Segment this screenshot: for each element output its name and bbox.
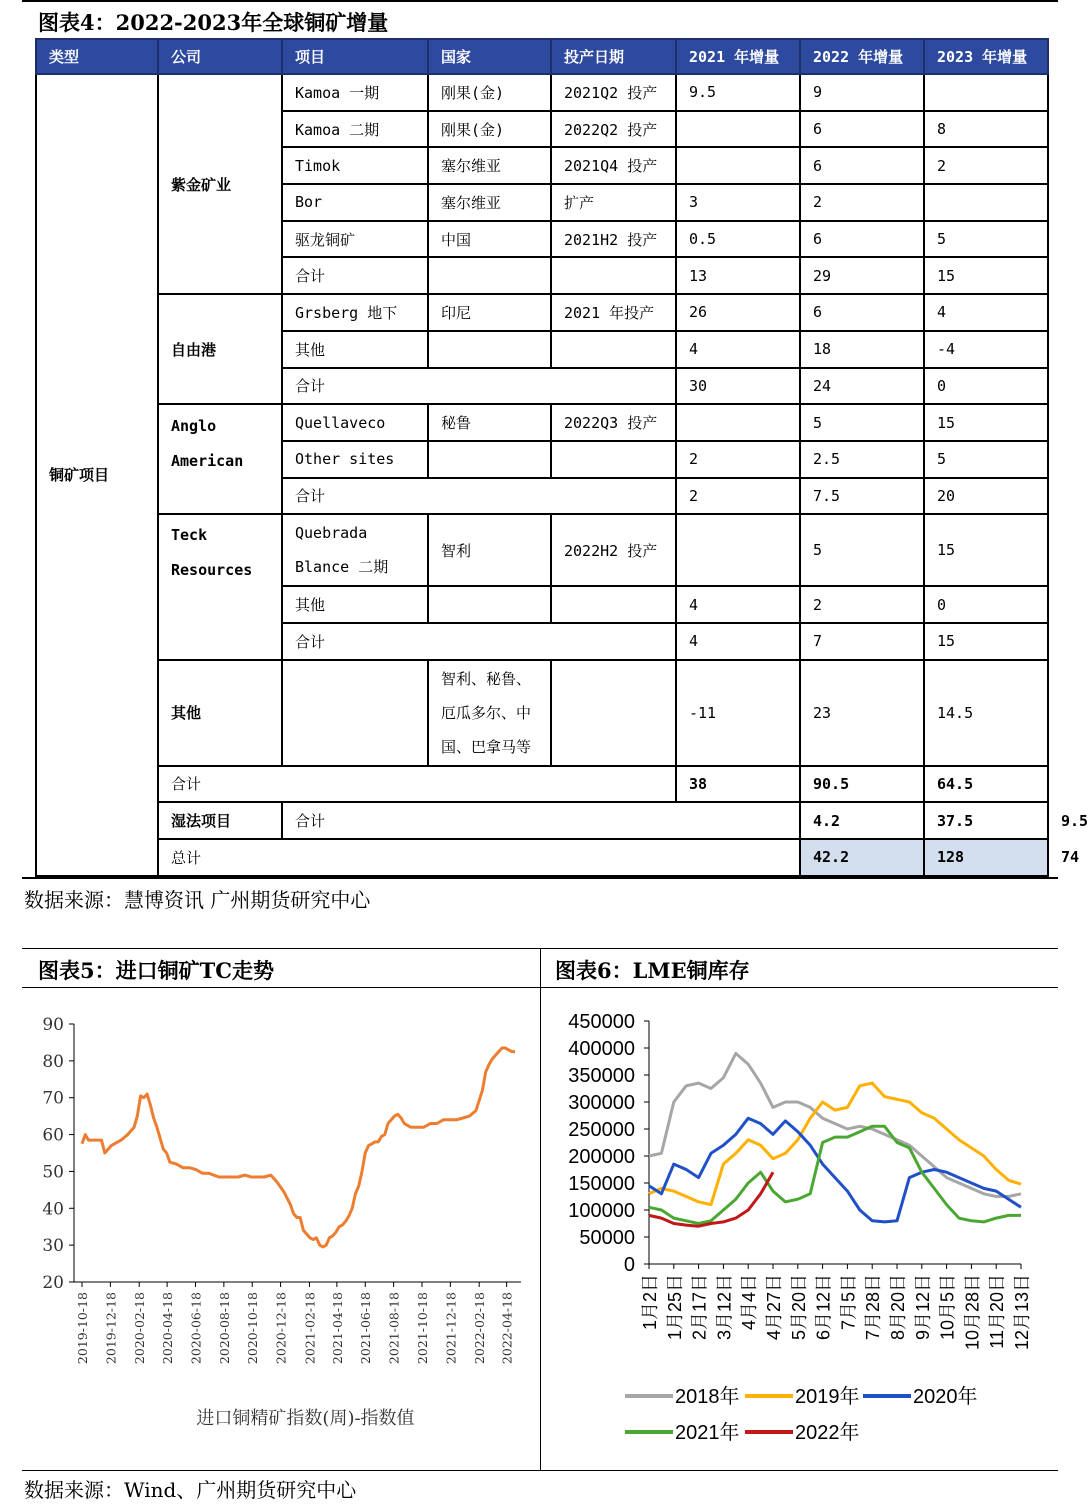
table-cell: [676, 404, 800, 441]
table-cell: 驱龙铜矿: [282, 221, 428, 258]
table-cell: [551, 660, 676, 766]
x-tick-label: 2021-04-18: [329, 1292, 345, 1365]
table-cell: [551, 331, 676, 368]
table-cell: [551, 441, 676, 478]
table-row: 湿法项目 合计 4.2 37.5 9.5: [36, 802, 1048, 839]
table-cell: Kamoa 一期: [282, 74, 428, 111]
company-teck-line1: Teck: [171, 526, 208, 545]
table-cell: 2022Q3 投产: [551, 404, 676, 441]
table-cell: 刚果(金): [428, 111, 551, 148]
table-cell: Bor: [282, 184, 428, 221]
company-cell: [158, 514, 282, 659]
table-cell: 2: [800, 586, 924, 623]
table-row: [36, 766, 1048, 803]
table-title: 图表4：2022-2023年全球铜矿增量: [38, 10, 389, 35]
y-tick-label: 100000: [568, 1200, 635, 1222]
table-cell: [676, 111, 800, 148]
inventory-series-line: [649, 1118, 1021, 1222]
y-tick-label: 300000: [568, 1092, 635, 1114]
x-tick-label: 12月13日: [1012, 1274, 1032, 1351]
table-cell: 2022Q2 投产: [551, 111, 676, 148]
company-cell: 其他: [158, 660, 282, 766]
table-cell: 2.5: [800, 441, 924, 478]
table-cell: 9.5: [676, 74, 800, 111]
table-cell: 29: [800, 257, 924, 294]
header-cell: 公司: [158, 39, 282, 74]
table-cell: 38: [676, 766, 800, 803]
table-cell: 15: [924, 623, 1048, 660]
y-tick-label: 350000: [568, 1065, 635, 1087]
table-cell: 15: [924, 257, 1048, 294]
y-tick-label: 450000: [568, 1011, 635, 1033]
charts-source: 数据来源：Wind、广州期货研究中心: [24, 1478, 357, 1502]
y-tick-label: 20: [42, 1273, 64, 1293]
x-tick-label: 2020-08-18: [216, 1292, 232, 1365]
table-cell: 7: [800, 623, 924, 660]
table-cell: 2021Q4 投产: [551, 147, 676, 184]
table-cell: Other sites: [282, 441, 428, 478]
x-tick-label: 2021-08-18: [386, 1292, 402, 1365]
x-tick-label: 11月20日: [987, 1274, 1008, 1349]
table-cell: [282, 514, 428, 586]
chart5-title: 图表5：进口铜矿TC走势: [38, 958, 274, 983]
y-tick-label: 30: [42, 1236, 64, 1257]
legend-label: 2020年: [913, 1386, 978, 1408]
type-cell: 湿法项目: [158, 802, 282, 839]
x-tick-label: 1月2日: [640, 1274, 660, 1331]
table-cell: 印尼: [428, 294, 551, 331]
y-tick-label: 90: [42, 1015, 64, 1035]
top-rule: [22, 0, 1058, 2]
table-cell: 90.5: [800, 766, 924, 803]
table-header-row: [36, 39, 1048, 74]
y-tick-label: 250000: [568, 1119, 635, 1141]
table-cell: 20: [924, 478, 1048, 515]
table-cell: [924, 184, 1048, 221]
country-line2: 厄瓜多尔、中: [441, 703, 532, 722]
company-cell: 自由港: [158, 294, 282, 404]
tc-trend-chart: [22, 992, 537, 1467]
charts-bottom-rule: [22, 1470, 1058, 1471]
table-row: [36, 660, 1048, 766]
series-label: 进口铜精矿指数(周)-指数值: [196, 1408, 415, 1429]
x-tick-label: 2020-10-18: [245, 1292, 261, 1365]
inventory-series-line: [649, 1126, 1021, 1223]
table-cell: 15: [924, 514, 1048, 586]
table-source: 数据来源：慧博资讯 广州期货研究中心: [24, 888, 371, 912]
table-cell: 总计: [158, 839, 800, 876]
table-row: [36, 514, 1048, 586]
x-tick-label: 2022-04-18: [499, 1292, 515, 1365]
header-cell: 项目: [282, 39, 428, 74]
table-cell: 4: [676, 586, 800, 623]
table-cell: 6: [800, 111, 924, 148]
y-tick-label: 50000: [579, 1227, 635, 1249]
table-cell: 中国: [428, 221, 551, 258]
table-cell: 0: [924, 368, 1048, 405]
country-line1: 智利、秘鲁、: [441, 669, 532, 688]
x-tick-label: 9月12日: [912, 1274, 933, 1341]
table-bottom-rule: [22, 877, 1058, 879]
table-cell: 合计: [282, 802, 800, 839]
project-line2: Blance 二期: [295, 558, 389, 577]
table-cell: 刚果(金): [428, 74, 551, 111]
table-cell: 5: [800, 404, 924, 441]
legend-label: 2018年: [675, 1386, 740, 1408]
table-cell: -11: [676, 660, 800, 766]
x-tick-label: 7月5日: [838, 1274, 859, 1331]
company-cell: 紫金矿业: [158, 74, 282, 294]
x-tick-label: 7月28日: [863, 1274, 884, 1341]
x-tick-label: 6月12日: [813, 1274, 834, 1341]
table-cell: 24: [800, 368, 924, 405]
copper-increment-table: [35, 38, 1088, 877]
table-cell: 14.5: [924, 660, 1048, 766]
table-cell: 8: [924, 111, 1048, 148]
x-tick-label: 4月27日: [764, 1274, 784, 1341]
country-line3: 国、巴拿马等: [441, 737, 532, 756]
x-tick-label: 2021-02-18: [302, 1292, 318, 1365]
x-tick-label: 5月20日: [788, 1274, 809, 1341]
table-cell: 30: [676, 368, 800, 405]
table-cell: 15: [924, 404, 1048, 441]
charts-divider: [540, 948, 541, 1470]
table-cell: 其他: [282, 586, 428, 623]
table-cell: [551, 586, 676, 623]
table-cell: 5: [800, 514, 924, 586]
table-cell: 0: [924, 586, 1048, 623]
x-tick-label: 2021-10-18: [414, 1292, 430, 1365]
table-cell: 其他: [282, 331, 428, 368]
table-cell: 5: [924, 441, 1048, 478]
table-cell: 2022H2 投产: [551, 514, 676, 586]
table-cell: 合计: [282, 623, 676, 660]
x-tick-label: 2020-02-18: [132, 1292, 148, 1365]
x-tick-label: 2022-02-18: [472, 1292, 488, 1365]
table-row: 总计 42.2 128 74: [36, 839, 1048, 876]
x-tick-label: 2021-12-18: [443, 1292, 459, 1365]
table-cell: Kamoa 二期: [282, 111, 428, 148]
table-cell: 6: [800, 294, 924, 331]
table-row: [36, 74, 1048, 111]
y-tick-label: 40: [42, 1199, 64, 1220]
company-cell: [158, 404, 282, 514]
table-cell: 3: [676, 184, 800, 221]
y-tick-label: 80: [42, 1051, 64, 1072]
lme-inventory-chart: [545, 992, 1058, 1467]
table-cell: [924, 74, 1048, 111]
x-tick-label: 1月25日: [664, 1274, 685, 1341]
x-tick-label: 2019-12-18: [103, 1292, 119, 1365]
table-cell: [676, 514, 800, 586]
table-cell: [551, 257, 676, 294]
table-cell: 2021Q2 投产: [551, 74, 676, 111]
table-cell: [282, 660, 428, 766]
y-tick-label: 0: [623, 1254, 635, 1276]
table-cell: [428, 586, 551, 623]
table-cell: 5: [924, 221, 1048, 258]
table-cell: 2021H2 投产: [551, 221, 676, 258]
company-teck-line2: Resources: [171, 561, 253, 580]
x-tick-label: 3月12日: [714, 1274, 735, 1341]
table-cell: 合计: [158, 766, 676, 803]
table-cell: 智利: [428, 514, 551, 586]
table-cell: [428, 257, 551, 294]
y-tick-label: 150000: [568, 1173, 635, 1195]
legend-label: 2021年: [675, 1422, 740, 1444]
table-cell: 4: [924, 294, 1048, 331]
table-cell: Timok: [282, 147, 428, 184]
table-cell: [428, 331, 551, 368]
table-cell: 13: [676, 257, 800, 294]
table-cell: 合计: [282, 478, 676, 515]
table-cell: Quellaveco: [282, 404, 428, 441]
table-cell: 6: [800, 147, 924, 184]
table-cell: 4: [676, 331, 800, 368]
table-cell: [428, 441, 551, 478]
table-cell: 2: [676, 441, 800, 478]
x-tick-label: 2020-12-18: [273, 1292, 289, 1365]
x-tick-label: 2020-04-18: [160, 1292, 176, 1365]
x-tick-label: 10月5日: [937, 1274, 958, 1341]
header-cell: 投产日期: [551, 39, 676, 74]
company-anglo-line2: American: [171, 452, 244, 471]
table-cell: -4: [924, 331, 1048, 368]
table-cell: 合计: [282, 257, 428, 294]
chart6-title: 图表6：LME铜库存: [555, 958, 750, 983]
company-anglo-line1: Anglo: [171, 417, 217, 436]
table-row: [36, 294, 1048, 331]
table-cell: 23: [800, 660, 924, 766]
inventory-series-line: [649, 1053, 1021, 1196]
x-tick-label: 2019-10-18: [75, 1292, 90, 1365]
x-tick-label: 2020-06-18: [188, 1292, 204, 1365]
table-cell: 2021 年投产: [551, 294, 676, 331]
project-line1: Quebrada: [295, 524, 368, 543]
header-cell: 2022 年增量: [800, 39, 924, 74]
y-tick-label: 200000: [568, 1146, 635, 1168]
table-cell: 6: [800, 221, 924, 258]
table-cell: 合计: [282, 368, 676, 405]
header-cell: 类型: [36, 39, 158, 74]
table-row: [36, 404, 1048, 441]
y-tick-label: 50: [42, 1162, 64, 1183]
table-cell: [428, 660, 551, 766]
table-cell: 18: [800, 331, 924, 368]
table-cell: 扩产: [551, 184, 676, 221]
table-cell: 秘鲁: [428, 404, 551, 441]
x-tick-label: 2月17日: [689, 1274, 710, 1341]
x-tick-label: 4月4日: [739, 1274, 760, 1331]
table-cell: 0.5: [676, 221, 800, 258]
header-cell: 2021 年增量: [676, 39, 800, 74]
legend-label: 2022年: [795, 1422, 860, 1444]
table-cell: Grsberg 地下: [282, 294, 428, 331]
legend-label: 2019年: [795, 1386, 860, 1408]
table-cell: 128: [924, 839, 1048, 876]
y-tick-label: 400000: [568, 1038, 635, 1060]
table-cell: 7.5: [800, 478, 924, 515]
table-cell: 2: [800, 184, 924, 221]
table-cell: 塞尔维亚: [428, 147, 551, 184]
table-cell: 塞尔维亚: [428, 184, 551, 221]
x-tick-label: 8月20日: [888, 1274, 908, 1341]
type-cell: 铜矿项目: [36, 74, 158, 876]
table-cell: 64.5: [924, 766, 1048, 803]
table-cell: 2: [676, 478, 800, 515]
x-tick-label: 10月28日: [962, 1274, 983, 1351]
header-cell: 国家: [428, 39, 551, 74]
table-cell: 37.5: [924, 802, 1048, 839]
x-tick-label: 2021-06-18: [358, 1292, 374, 1365]
table-cell: 4.2: [800, 802, 924, 839]
table-cell: 2: [924, 147, 1048, 184]
table-cell: 9: [800, 74, 924, 111]
y-tick-label: 60: [42, 1125, 64, 1146]
y-tick-label: 70: [42, 1088, 64, 1109]
table-cell: 42.2: [800, 839, 924, 876]
table-cell: 26: [676, 294, 800, 331]
tc-series-line: [82, 1048, 515, 1247]
table-cell: 4: [676, 623, 800, 660]
header-cell: 2023 年增量: [924, 39, 1048, 74]
table-cell: [676, 147, 800, 184]
